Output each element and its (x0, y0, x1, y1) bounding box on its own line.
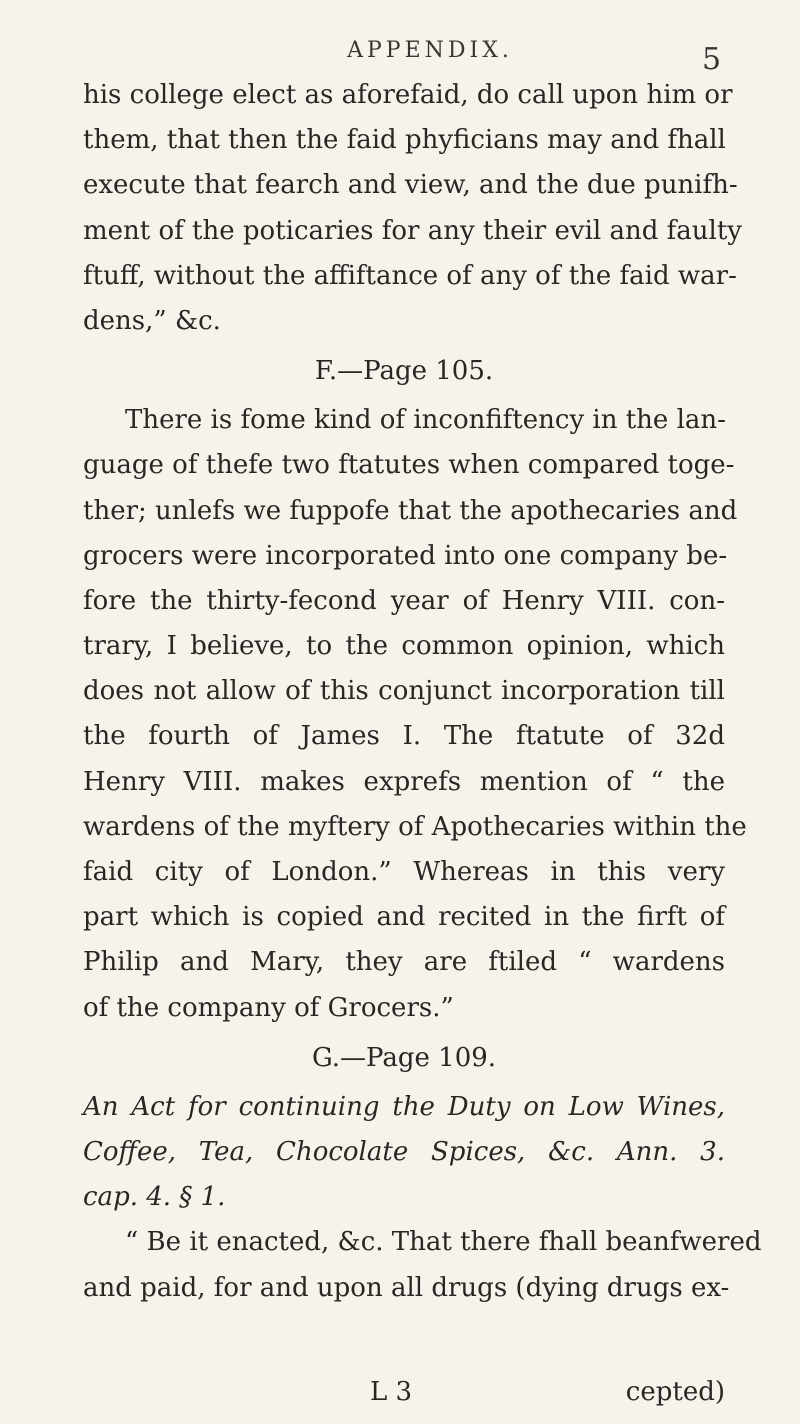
text-line: ther; unlefs we fuppofe that the apothecaries and (83, 495, 738, 526)
text-line: dens,” &c. (83, 305, 221, 336)
text-line: execute that fearch and view, and the due punifh- (83, 170, 738, 201)
text-line: of the company of Grocers.” (83, 992, 454, 1023)
text-line: fore the thirty-fecond year of Henry VIII. con- (83, 585, 725, 616)
text-line: ftuff, without the affiftance of any of the faid war- (83, 260, 737, 291)
text-line: grocers were incorporated into one company be- (83, 540, 728, 571)
text-line: ment of the poticaries for any their evil and faulty (83, 215, 742, 246)
text-line: part which is copied and recited in the firft of (83, 902, 725, 933)
act-title-line: cap. 4. § 1. (83, 1182, 226, 1213)
catchword: cepted) (625, 1377, 725, 1407)
text-line: “ Be it enacted, &c. That there fhall beanfwered (125, 1227, 762, 1258)
text-line: trary, I believe, to the common opinion, which (83, 631, 725, 662)
footer-line (83, 1370, 725, 1415)
text-line: There is fome kind of inconfiftency in the lan- (125, 405, 726, 436)
act-title-line: An Act for continuing the Duty on Low Wines, (83, 1091, 725, 1122)
text-line: wardens of the myftery of Apothecaries within the (83, 811, 747, 842)
text-line: guage of thefe two ftatutes when compared toge- (83, 450, 735, 481)
signature-mark: L 3 (370, 1377, 413, 1407)
act-title-line: Coffee, Tea, Chocolate Spices, &c. Ann. 3. (83, 1136, 725, 1167)
page-number: 5 (702, 42, 722, 77)
text-line: faid city of London.” Whereas in this very (83, 857, 725, 887)
text-line: his college elect as aforefaid, do call upon him or (83, 80, 733, 110)
text-line: does not allow of this conjunct incorporation till (83, 676, 725, 707)
section-heading-f: F.—Page 105. (314, 356, 494, 387)
text-line: and paid, for and upon all drugs (dying drugs ex- (83, 1272, 730, 1303)
body-text (83, 73, 762, 1311)
text-line: Philip and Mary, they are ftiled “ wardens (83, 947, 725, 978)
text-line: the fourth of James I. The ftatute of 32d (83, 721, 725, 752)
text-line: them, that then the faid phyficians may and fhall (83, 125, 726, 156)
text-line: Henry VIII. makes exprefs mention of “ the (83, 766, 725, 797)
running-head: APPENDIX. (347, 38, 513, 63)
section-heading-g: G.—Page 109. (311, 1042, 497, 1073)
